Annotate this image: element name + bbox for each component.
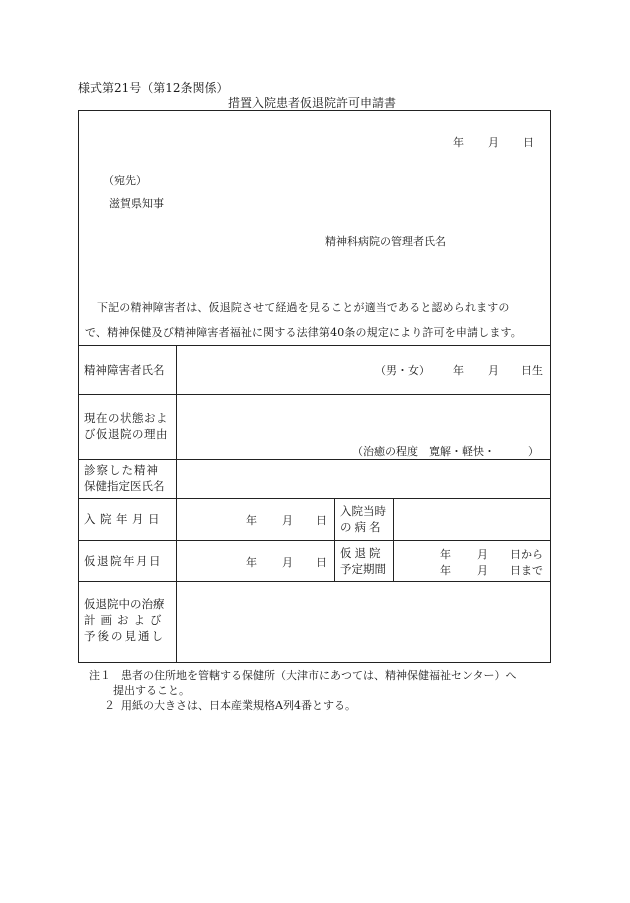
date-year: 年 [453,136,464,149]
note-1-text: 患者の住所地を管轄する保健所（大津市にあつては、精神保健福祉センター）へ [121,669,517,682]
period-from-month: 月 [477,548,488,561]
birth-year: 年 [453,364,464,377]
doctor-label: 診察した精神 保健指定医氏名 [84,463,165,493]
label-column-divider [176,345,177,663]
column-divider [334,498,335,581]
leave-year: 年 [246,556,257,569]
condition-label: 現在の状態およ び仮退院の理由 [84,411,168,441]
statement-line-1: 下記の精神障害者は、仮退院させて経過を見ることが適当であると認められますの [97,301,510,314]
row-divider [78,459,551,460]
note-2-text: 用紙の大きさは、日本産業規格A列4番とする。 [121,699,356,712]
admission-date-label: 入院年月日 [84,512,164,526]
form-title: 措置入院患者仮退院許可申請書 [228,96,397,110]
birth-day: 日生 [521,364,543,377]
leave-date-label: 仮退院年月日 [84,554,162,568]
row-divider [78,394,551,395]
row-divider [78,498,551,499]
column-divider [393,498,394,581]
period-to-month: 月 [477,564,488,577]
period-to-year: 年 [440,564,451,577]
date-day: 日 [523,136,534,149]
birth-month: 月 [488,364,499,377]
period-from-year: 年 [440,548,451,561]
admission-month: 月 [282,514,293,527]
note-1-text-cont: 提出すること。 [113,684,190,697]
treatment-plan-label: 仮退院中の治療 計画および 予後の見通し [84,597,167,643]
form-number: 様式第21号（第12条関係） [78,81,229,95]
admission-year: 年 [246,514,257,527]
note-1-number: 注１ [89,669,111,682]
patient-name-label: 精神障害者氏名 [84,363,165,377]
statement-line-2: で、精神保健及び精神障害者福祉に関する法律第40条の規定により許可を申請します。 [85,326,522,339]
cure-degree: （治癒の程度 寛解・軽快・ ） [352,445,539,458]
disease-at-admission-label: 入院当時 の病名 [340,504,386,534]
addressee-label: （宛先） [103,174,147,187]
leave-period-label: 仮退院 予定期間 [340,546,386,576]
row-divider [78,581,551,582]
period-from-day: 日から [510,548,543,561]
gender-selector: （男・女） [375,364,430,377]
row-divider [78,345,551,346]
admission-day: 日 [316,514,327,527]
row-divider [78,540,551,541]
note-2-number: ２ [104,699,115,712]
addressee: 滋賀県知事 [109,197,164,210]
date-month: 月 [488,136,499,149]
manager-name-label: 精神科病院の管理者氏名 [325,235,446,248]
period-to-day: 日まで [510,564,543,577]
leave-month: 月 [282,556,293,569]
leave-day: 日 [316,556,327,569]
